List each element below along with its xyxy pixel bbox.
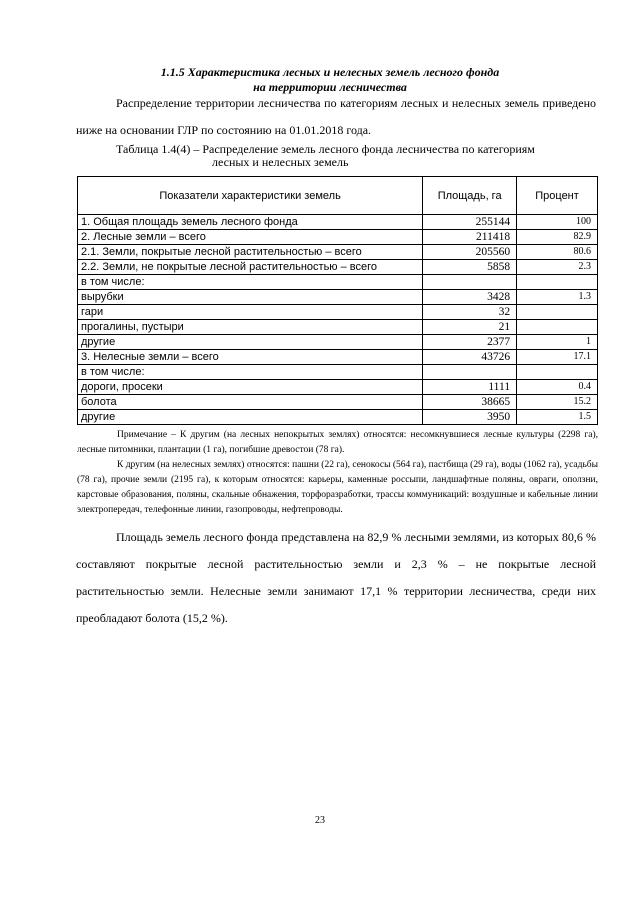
row-name: в том числе: [78, 275, 423, 290]
row-name: 2.1. Земли, покрытые лесной растительностью – всего [78, 245, 423, 260]
table-row [78, 365, 598, 380]
row-name: вырубки [78, 290, 423, 305]
row-name: 3. Нелесные земли – всего [78, 350, 423, 365]
row-percent: 1.3 [517, 290, 598, 305]
row-percent: 0.4 [517, 380, 598, 395]
row-percent [517, 305, 598, 320]
row-area: 3428 [423, 290, 517, 305]
header-percent: Процент [517, 177, 598, 215]
table-row [78, 305, 598, 320]
table-caption [116, 143, 596, 169]
row-area: 211418 [423, 230, 517, 245]
table-row [78, 245, 598, 260]
row-percent: 1.5 [517, 410, 598, 425]
row-percent [517, 320, 598, 335]
row-name: 1. Общая площадь земель лесного фонда [78, 215, 423, 230]
table-row [78, 410, 598, 425]
table-caption-line-1: Таблица 1.4(4) – Распределение земель лесного фонда лесничества по категориям [116, 142, 535, 156]
summary-paragraph: Площадь земель лесного фонда представлена на 82,9 % лесными землями, из которых 80,6 % составляют покрытые лесной растительностью земли и 2,3 % – не покрытые лесной растительностью земли. Нелесные земли занимают 17,1 % территории лесничества, среди них преобладают болота (15,2 %). [76, 530, 596, 625]
row-area [423, 275, 517, 290]
row-area [423, 365, 517, 380]
row-name: другие [78, 410, 423, 425]
row-name: гари [78, 305, 423, 320]
page-number: 23 [315, 815, 325, 826]
table-caption-line-2: лесных и нелесных земель [212, 155, 349, 169]
row-name: 2.2. Земли, не покрытые лесной растительностью – всего [78, 260, 423, 275]
row-percent: 17.1 [517, 350, 598, 365]
table-note-2: К другим (на нелесных землях) относятся: пашни (22 га), сенокосы (564 га), пастбища (29 га), воды (1062 га), усадьбы (78 га), прочие земли (2195 га), к которым относятся: карьеры, каменные россыпи, ландшафтные поляны, овраги, оползни, карстовые образования, поляны, скальные обнажения, торфоразработки, трассы коммуникаций: воздушные и кабельные линии электропередач, телефонные линии, газопроводы, нефтепроводы. [77, 460, 598, 515]
row-name: в том числе: [78, 365, 423, 380]
table-header-row [78, 177, 598, 215]
row-percent: 80.6 [517, 245, 598, 260]
table-row [78, 350, 598, 365]
row-area: 32 [423, 305, 517, 320]
row-percent: 15.2 [517, 395, 598, 410]
table-row [78, 230, 598, 245]
row-name: другие [78, 335, 423, 350]
row-area: 2377 [423, 335, 517, 350]
table-row [78, 380, 598, 395]
row-percent: 100 [517, 215, 598, 230]
row-area: 1111 [423, 380, 517, 395]
table-row [78, 320, 598, 335]
row-percent: 1 [517, 335, 598, 350]
intro-paragraph: Распределение территории лесничества по категориям лесных и нелесных земель приведено ниже на основании ГЛР по состоянию на 01.01.2018 года. [76, 96, 596, 137]
row-percent: 82.9 [517, 230, 598, 245]
table-row [78, 335, 598, 350]
row-area: 5858 [423, 260, 517, 275]
row-name: дороги, просеки [78, 380, 423, 395]
table-row [78, 260, 598, 275]
row-area: 205560 [423, 245, 517, 260]
section-title-line-2: на территории лесничества [253, 80, 407, 94]
row-percent: 2.3 [517, 260, 598, 275]
table-row [78, 395, 598, 410]
row-area: 43726 [423, 350, 517, 365]
table-row [78, 275, 598, 290]
row-name: прогалины, пустыри [78, 320, 423, 335]
row-area: 3950 [423, 410, 517, 425]
row-area: 21 [423, 320, 517, 335]
header-area: Площадь, га [423, 177, 517, 215]
row-percent [517, 275, 598, 290]
row-name: болота [78, 395, 423, 410]
row-name: 2. Лесные земли – всего [78, 230, 423, 245]
header-indicator: Показатели характеристики земель [78, 177, 423, 215]
table-row [78, 215, 598, 230]
row-percent [517, 365, 598, 380]
table-note-1: Примечание – К другим (на лесных непокрытых землях) относятся: несомкнувшиеся лесные культуры (2298 га), лесные питомники, плантации (1 га), погибшие древостои (78 га). [77, 430, 598, 455]
row-area: 255144 [423, 215, 517, 230]
land-distribution-table [77, 176, 598, 425]
table-row [78, 290, 598, 305]
row-area: 38665 [423, 395, 517, 410]
section-title-line-1: 1.1.5 Характеристика лесных и нелесных земель лесного фонда [160, 65, 500, 79]
